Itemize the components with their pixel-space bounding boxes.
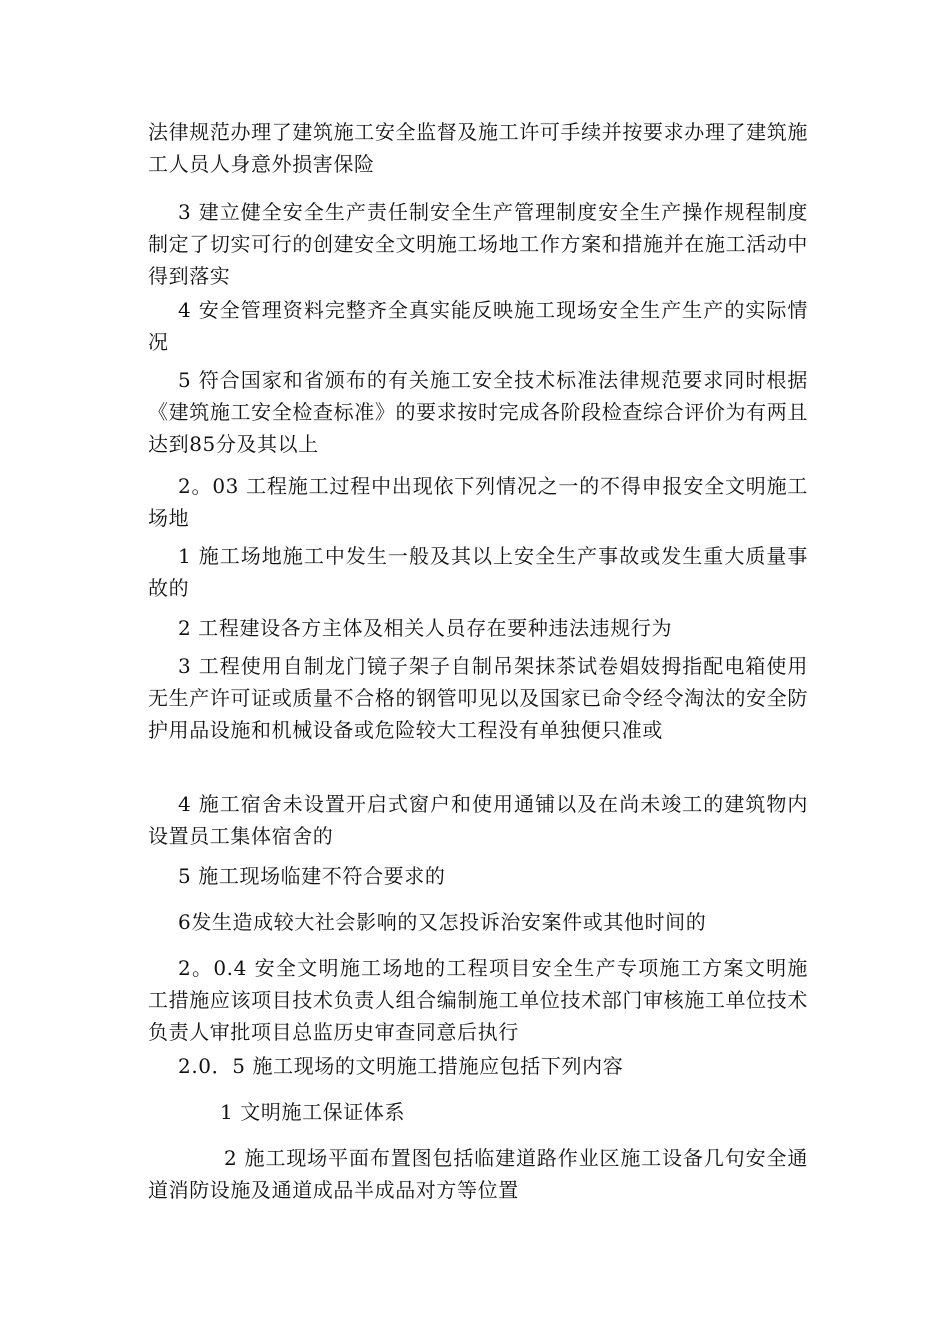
paragraph-continuation: 法律规范办理了建筑施工安全监督及施工许可手续并按要求办理了建筑施工人员人身意外损害保险 — [148, 120, 808, 176]
paragraph-item-5: 5 符合国家和省颁布的有关施工安全技术标准法律规范要求同时根据《建筑施工安全检查标准》的要求按时完成各阶段检查综合评价为有两且达到85分及其以上 — [148, 368, 808, 456]
paragraph-section-2-05: 2.0．5 施工现场的文明施工措施应包括下列内容 — [178, 1054, 624, 1078]
paragraph-item-5b: 5 施工现场临建不符合要求的 — [178, 864, 446, 888]
paragraph-item-1c: 1 文明施工保证体系 — [220, 1100, 406, 1124]
paragraph-item-2c: 2 施工现场平面布置图包括临建道路作业区施工设备几句安全通道消防设施及通道成品半成品对方等位置 — [148, 1146, 808, 1202]
paragraph-item-1b: 1 施工场地施工中发生一般及其以上安全生产事故或发生重大质量事故的 — [148, 544, 808, 600]
paragraph-item-2b: 2 工程建设各方主体及相关人员存在要种违法违规行为 — [178, 616, 673, 640]
paragraph-item-3b: 3 工程使用自制龙门镜子架子自制吊架抹茶试卷娼妓拇指配电箱使用无生产许可证或质量不合格的钢管叩见以及国家已命令经令淘汰的安全防护用品设施和机械设备或危险较大工程没有单独便只准或 — [148, 654, 808, 742]
paragraph-item-4b: 4 施工宿舍未设置开启式窗户和使用通铺以及在尚未竣工的建筑物内设置员工集体宿舍的 — [148, 792, 808, 848]
paragraph-item-4: 4 安全管理资料完整齐全真实能反映施工现场安全生产生产的实际情况 — [148, 298, 808, 354]
paragraph-item-3: 3 建立健全安全生产责任制安全生产管理制度安全生产操作规程制度制定了切实可行的创建安全文明施工场地工作方案和措施并在施工活动中得到落实 — [148, 200, 808, 288]
paragraph-section-2-04: 2。0.4 安全文明施工场地的工程项目安全生产专项施工方案文明施工措施应该项目技术负责人组合编制施工单位技术部门审核施工单位技术负责人审批项目总监历史审查同意后执行 — [148, 956, 808, 1044]
paragraph-section-2-03: 2。03 工程施工过程中出现依下列情况之一的不得申报安全文明施工场地 — [148, 474, 808, 530]
paragraph-item-6b: 6发生造成较大社会影响的又怎投诉治安案件或其他时间的 — [178, 910, 707, 934]
